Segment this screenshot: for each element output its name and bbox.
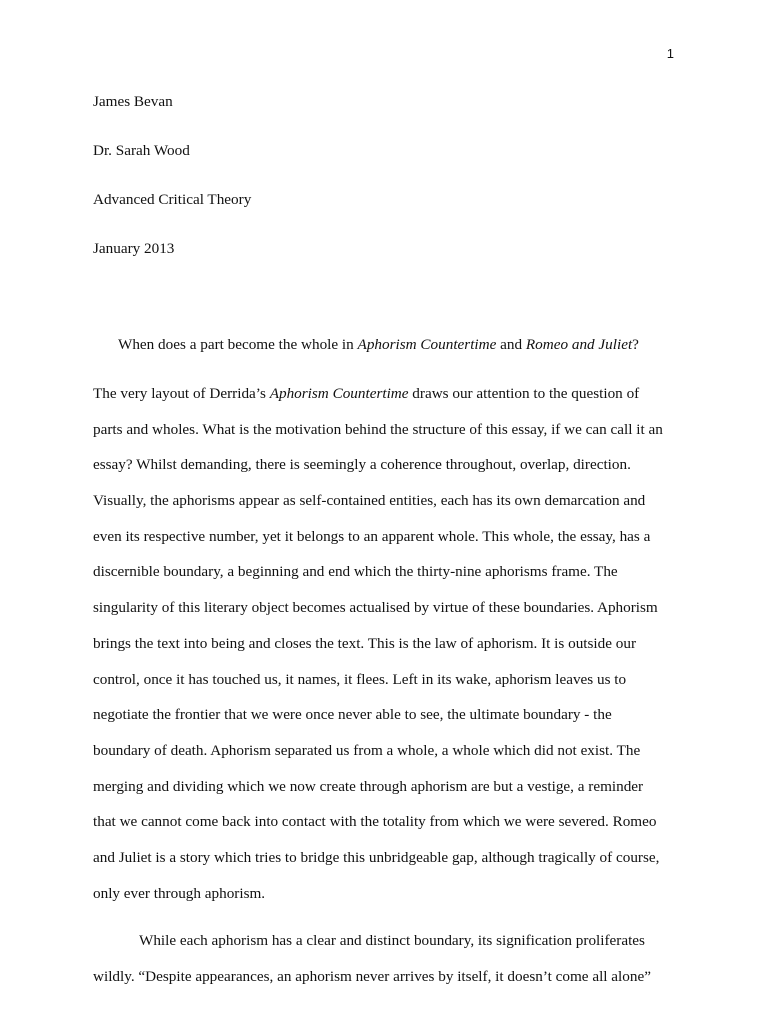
paragraph-line: parts and wholes. What is the motivation behind the structure of this essay, if we can call it an bbox=[93, 420, 663, 438]
page-number: 1 bbox=[666, 46, 674, 61]
essay-title bbox=[118, 337, 639, 353]
paragraph-line: even its respective number, yet it belongs to an apparent whole. This whole, the essay, has a bbox=[93, 527, 651, 545]
paragraph-line: discernible boundary, a beginning and end which the thirty-nine aphorisms frame. The bbox=[93, 563, 618, 581]
course-name: Advanced Critical Theory bbox=[93, 191, 252, 208]
title-work-romeo: Romeo and Juliet bbox=[525, 336, 633, 353]
submission-date: January 2013 bbox=[93, 240, 175, 257]
paragraph-line: brings the text into being and closes the text. This is the law of aphorism. It is outside our bbox=[93, 634, 637, 652]
paragraph-line: that we cannot come back into contact with the totality from which we were severed. Romeo bbox=[93, 813, 657, 831]
paragraph-line: negotiate the frontier that we were once never able to see, the ultimate boundary - the bbox=[93, 706, 612, 724]
paragraph-line: singularity of this literary object becomes actualised by virtue of these boundaries. Aphorism bbox=[93, 599, 658, 617]
title-conjunction: and bbox=[496, 336, 526, 353]
body-paragraph-1 bbox=[93, 386, 683, 921]
line-text: draws our attention to the question of bbox=[408, 385, 640, 402]
paragraph-line: control, once it has touched us, it names, it flees. Left in its wake, aphorism leaves us to bbox=[93, 670, 627, 688]
paragraph-line bbox=[93, 386, 683, 422]
instructor-name: Dr. Sarah Wood bbox=[93, 142, 190, 159]
body-paragraph-2 bbox=[93, 933, 683, 1004]
line-text: The very layout of Derrida’s bbox=[93, 385, 270, 402]
title-text: When does a part become the whole in bbox=[118, 336, 358, 353]
title-question-mark: ? bbox=[632, 336, 639, 353]
paragraph-line: only ever through aphorism. bbox=[93, 884, 266, 902]
paragraph-line: and Juliet is a story which tries to bridge this unbridgeable gap, although tragically of course, bbox=[93, 848, 660, 866]
italic-title: Aphorism Countertime bbox=[269, 385, 409, 402]
author-name: James Bevan bbox=[93, 93, 173, 110]
paragraph-line: merging and dividing which we now create through aphorism are but a vestige, a reminder bbox=[93, 777, 644, 795]
paragraph-line: While each aphorism has a clear and distinct boundary, its signification proliferates bbox=[139, 932, 645, 949]
paragraph-line: wildly. “Despite appearances, an aphorism never arrives by itself, it doesn’t come all alone” bbox=[93, 967, 651, 985]
paragraph-line: Visually, the aphorisms appear as self-contained entities, each has its own demarcation and bbox=[93, 492, 646, 510]
paragraph-line: boundary of death. Aphorism separated us from a whole, a whole which did not exist. The bbox=[93, 741, 641, 759]
paragraph-line: essay? Whilst demanding, there is seemingly a coherence throughout, overlap, direction. bbox=[93, 456, 631, 474]
title-work-aphorism: Aphorism Countertime bbox=[357, 336, 497, 353]
